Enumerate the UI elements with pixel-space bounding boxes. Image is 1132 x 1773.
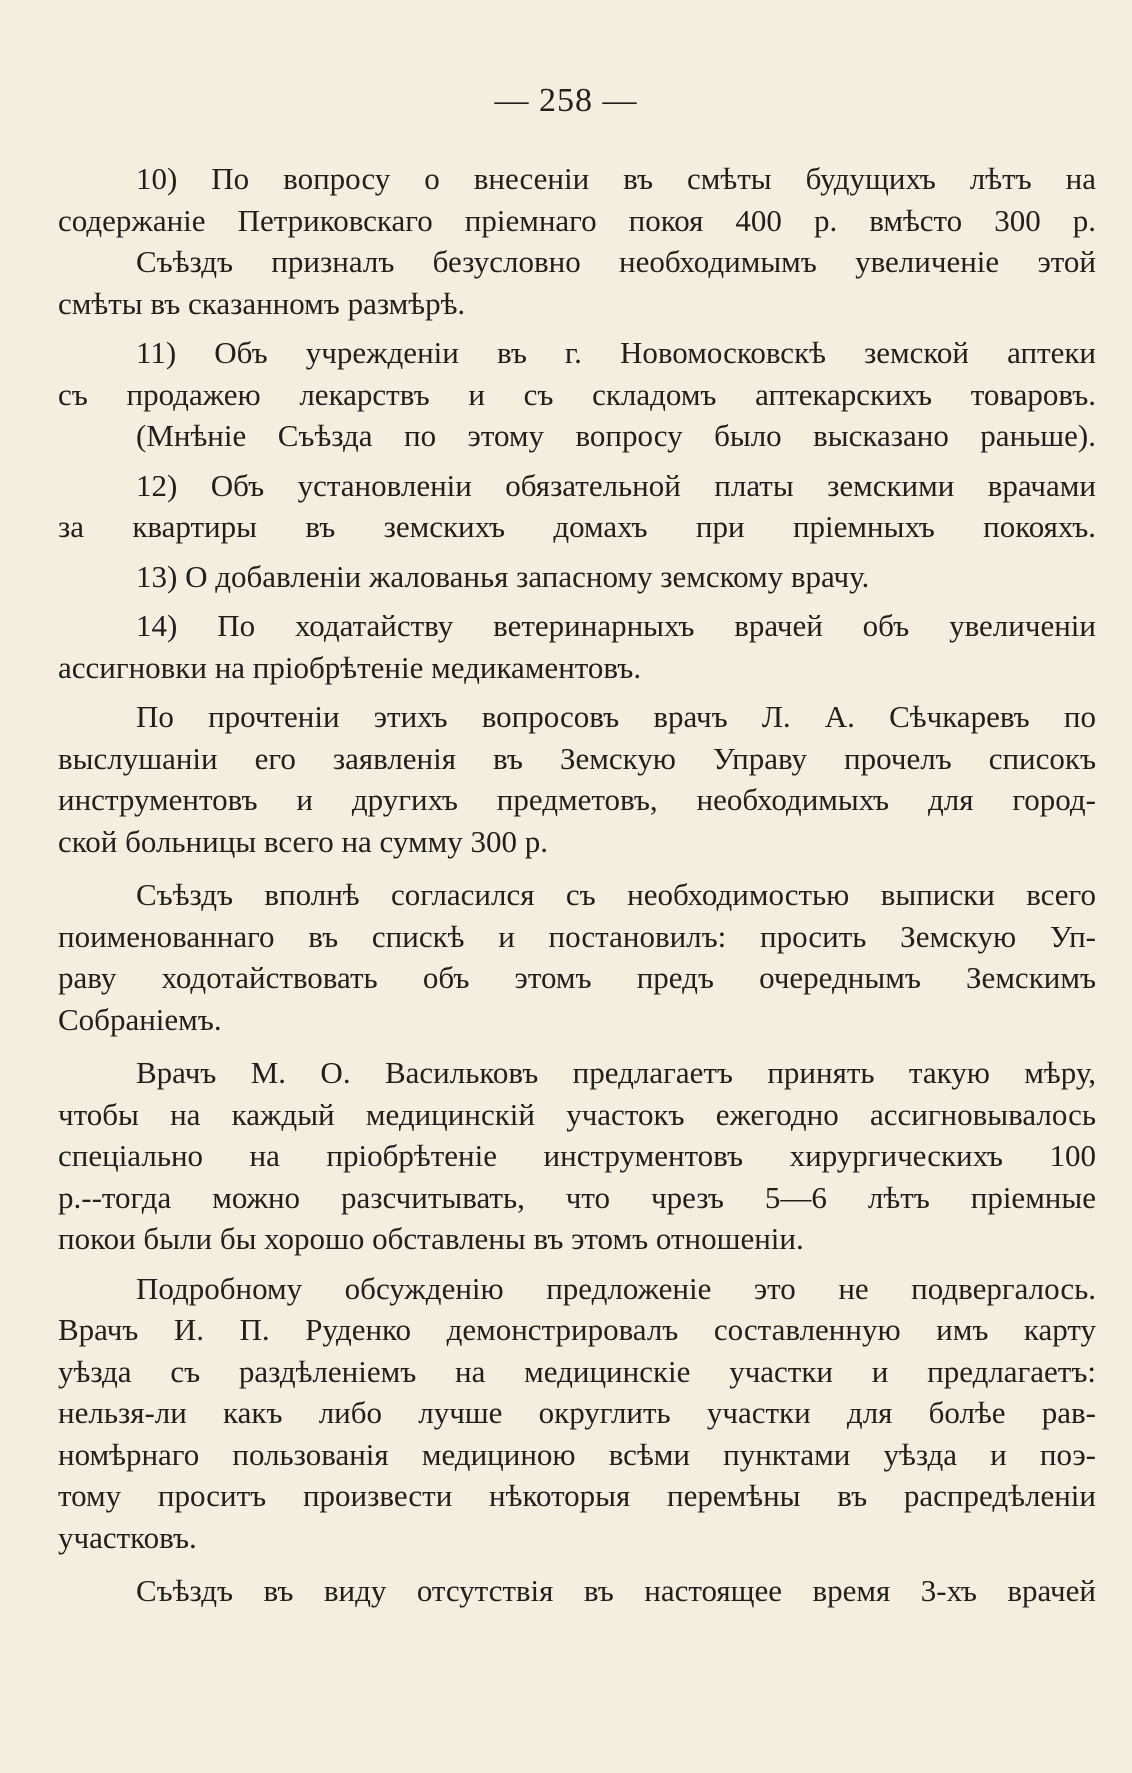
text-line: номѣрнаго пользованія медициною всѣми пунктами уѣзда и поэ- — [58, 1436, 1096, 1472]
text-line: По прочтеніи этихъ вопросовъ врачъ Л. А. Сѣчкаревъ по — [136, 699, 1096, 734]
page-number: — 258 — — [494, 82, 638, 119]
text-line: содержаніе Петриковскаго пріемнаго покоя 400 р. вмѣсто 300 р. — [58, 202, 1096, 238]
text-line: поименованнаго въ спискѣ и постановилъ: просить Земскую Уп- — [58, 918, 1096, 954]
text-line: тому проситъ произвести нѣкоторыя перемѣны въ распредѣленіи — [58, 1478, 1096, 1513]
text-line: Собраніемъ. — [58, 1001, 222, 1037]
text-line: ской больницы всего на сумму 300 р. — [58, 823, 548, 859]
text-line: спеціально на пріобрѣтеніе инструментовъ хирургическихъ 100 — [58, 1138, 1096, 1173]
text-line: за квартиры въ земскихъ домахъ при пріемныхъ покояхъ. — [58, 509, 1096, 544]
text-line: 13) О добавленіи жалованья запасному земскому врачу. — [136, 558, 870, 594]
text-line: чтобы на каждый медицинскій участокъ ежегодно ассигновывалось — [58, 1096, 1096, 1132]
page-body — [58, 158, 1096, 1612]
text-line: выслушаніи его заявленія въ Земскую Управу прочелъ списокъ — [58, 740, 1096, 776]
text-line: 10) По вопросу о внесеніи въ смѣты будущихъ лѣтъ на — [136, 161, 1096, 196]
text-line: Врачъ И. П. Руденко демонстрировалъ составленную имъ карту — [58, 1312, 1096, 1347]
text-line: инструментовъ и другихъ предметовъ, необходимыхъ для город- — [58, 782, 1096, 817]
text-line: 12) Объ установленіи обязательной платы земскими врачами — [136, 467, 1096, 503]
text-line: р.--тогда можно разсчитывать, что чрезъ 5—6 лѣтъ пріемные — [58, 1179, 1096, 1215]
text-line: участковъ. — [58, 1519, 197, 1555]
text-line: съ продажею лекарствъ и съ складомъ аптекарскихъ товаровъ. — [58, 376, 1096, 412]
text-line: Съѣздъ вполнѣ согласился съ необходимостью выписки всего — [136, 877, 1096, 912]
text-line: Съѣздъ призналъ безусловно необходимымъ увеличеніе этой — [136, 244, 1096, 279]
text-line: ассигновки на пріобрѣтеніе медикаментовъ. — [58, 649, 642, 685]
text-line: (Мнѣніе Съѣзда по этому вопросу было высказано раньше). — [136, 418, 1096, 453]
text-line: Врачъ М. О. Васильковъ предлагаетъ принять такую мѣру, — [136, 1055, 1096, 1090]
text-line: смѣты въ сказанномъ размѣрѣ. — [58, 285, 466, 321]
text-line: 11) Объ учрежденіи въ г. Новомосковскѣ земской аптеки — [136, 335, 1096, 370]
text-line: нельзя-ли какъ либо лучше округлить участки для болѣе рав- — [58, 1395, 1096, 1430]
text-line: 14) По ходатайству ветеринарныхъ врачей объ увеличеніи — [136, 608, 1096, 643]
text-line: раву ходотайствовать объ этомъ предъ очереднымъ Земскимъ — [58, 960, 1096, 995]
text-line: Подробному обсужденію предложеніе это не подвергалось. — [136, 1270, 1096, 1306]
text-line: уѣзда съ раздѣленіемъ на медицинскіе участки и предлагаетъ: — [58, 1353, 1096, 1389]
text-line: покои были бы хорошо обставлены въ этомъ отношеніи. — [58, 1221, 804, 1256]
text-line: Съѣздъ въ виду отсутствія въ настоящее время 3-хъ врачей — [136, 1573, 1096, 1608]
